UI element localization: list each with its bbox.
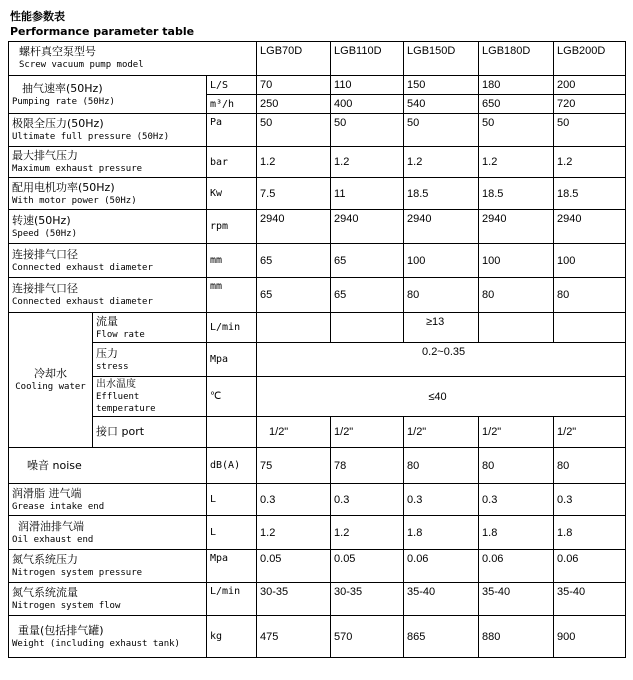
ultimate-label-cell <box>9 114 207 147</box>
noise-label-cell <box>9 448 207 484</box>
temp-cn: 出水温度 <box>96 378 136 390</box>
value-cell: 35-40 <box>404 583 479 616</box>
flow-unit: L/min <box>207 313 257 343</box>
value-cell: 1/2" <box>554 417 626 448</box>
value-cell: 100 <box>554 244 626 278</box>
noise-unit: dB(A) <box>207 448 257 484</box>
value-cell: 65 <box>257 244 331 278</box>
motor-label-cell <box>9 178 207 210</box>
value-cell: 475 <box>257 616 331 658</box>
value-cell: 570 <box>331 616 404 658</box>
grease-unit: L <box>207 484 257 516</box>
table-row <box>9 244 626 278</box>
value-cell: 18.5 <box>554 178 626 210</box>
speed-en: Speed (50Hz) <box>12 228 78 239</box>
ultimate-unit: Pa <box>207 114 257 147</box>
value-cell: 110 <box>331 76 404 95</box>
value-cell: 1/2" <box>404 417 479 448</box>
table-row <box>9 583 626 616</box>
model-header-en: Screw vacuum pump model <box>19 60 144 70</box>
value-cell: 0.05 <box>331 550 404 583</box>
value-cell: 1/2" <box>257 417 331 448</box>
n2-pressure-label-cell <box>9 550 207 583</box>
speed-unit: rpm <box>207 210 257 244</box>
value-cell: 75 <box>257 448 331 484</box>
value-cell: 400 <box>331 95 404 114</box>
value-cell: 78 <box>331 448 404 484</box>
table-row <box>9 417 626 448</box>
stress-label-cell <box>93 343 207 377</box>
exhaust-dia-unit: mm <box>207 244 257 278</box>
value-cell: 7.5 <box>257 178 331 210</box>
oil-en: Oil exhaust end <box>12 534 94 545</box>
model-header-cn: 螺杆真空泵型号 <box>19 45 96 58</box>
value-cell: 200 <box>554 76 626 95</box>
pumping-unit-1: L/S <box>207 76 257 95</box>
value-cell: 80 <box>554 278 626 313</box>
noise-label: 噪音 noise <box>27 458 82 472</box>
table-row <box>9 448 626 484</box>
exhaust-dia-unit: mm <box>207 278 257 313</box>
empty-cell <box>257 313 331 343</box>
value-cell: 80 <box>404 448 479 484</box>
value-cell: 0.06 <box>554 550 626 583</box>
value-cell: 50 <box>257 114 331 147</box>
value-cell: 11 <box>331 178 404 210</box>
model-name: LGB200D <box>554 42 626 76</box>
cooling-en: Cooling water <box>15 382 86 392</box>
flow-cn: 流量 <box>96 314 118 328</box>
model-name: LGB180D <box>479 42 554 76</box>
value-cell: 1.2 <box>331 147 404 178</box>
exhaust-dia-label-cell <box>9 244 207 278</box>
performance-table <box>8 41 626 658</box>
grease-cn: 润滑脂 进气端 <box>12 486 82 500</box>
max-exhaust-cn: 最大排气压力 <box>12 149 78 162</box>
max-exhaust-en: Maximum exhaust pressure <box>12 164 143 174</box>
oil-unit: L <box>207 516 257 550</box>
pumping-en: Pumping rate (50Hz) <box>12 96 115 107</box>
value-cell: 0.3 <box>554 484 626 516</box>
value-cell: 1.2 <box>257 516 331 550</box>
value-cell: 50 <box>404 114 479 147</box>
cooling-label-cell <box>9 313 93 448</box>
ultimate-cn: 极限全压力(50Hz) <box>12 117 104 130</box>
n2-flow-cn: 氮气系统流量 <box>12 586 78 599</box>
value-cell: 1.2 <box>554 147 626 178</box>
motor-cn: 配用电机功率(50Hz) <box>12 180 115 194</box>
value-cell: 0.3 <box>479 484 554 516</box>
temp-value: ≤40 <box>257 377 626 417</box>
value-cell: 1.8 <box>404 516 479 550</box>
table-row <box>9 377 626 417</box>
value-cell: 2940 <box>404 210 479 244</box>
table-row <box>9 210 626 244</box>
value-cell: 50 <box>479 114 554 147</box>
value-cell: 1.2 <box>331 516 404 550</box>
weight-cn: 重量(包括排气罐) <box>18 623 104 637</box>
table-row <box>9 616 626 658</box>
flow-value: ≥13 <box>404 313 479 343</box>
value-cell: 80 <box>404 278 479 313</box>
value-cell: 35-40 <box>554 583 626 616</box>
table-row <box>9 550 626 583</box>
value-cell: 1/2" <box>331 417 404 448</box>
value-cell: 540 <box>404 95 479 114</box>
weight-label-cell <box>9 616 207 658</box>
value-cell: 2940 <box>331 210 404 244</box>
value-cell: 65 <box>331 244 404 278</box>
value-cell: 180 <box>479 76 554 95</box>
value-cell: 0.3 <box>257 484 331 516</box>
flow-label-cell <box>93 313 207 343</box>
value-cell: 650 <box>479 95 554 114</box>
grease-en: Grease intake end <box>12 501 105 512</box>
max-exhaust-label-cell <box>9 147 207 178</box>
value-cell: 30-35 <box>331 583 404 616</box>
empty-cell <box>331 313 404 343</box>
value-cell: 18.5 <box>479 178 554 210</box>
value-cell: 1.2 <box>404 147 479 178</box>
value-cell: 0.3 <box>404 484 479 516</box>
weight-unit: kg <box>207 616 257 658</box>
motor-unit: Kw <box>207 178 257 210</box>
table-row <box>9 76 626 95</box>
n2-flow-en: Nitrogen system flow <box>12 601 121 611</box>
n2-pressure-unit: Mpa <box>207 550 257 583</box>
value-cell: 65 <box>331 278 404 313</box>
value-cell: 65 <box>257 278 331 313</box>
stress-cn: 压力 <box>96 346 118 360</box>
pumping-cn: 抽气速率(50Hz) <box>22 81 103 95</box>
ultimate-en: Ultimate full pressure (50Hz) <box>12 132 170 142</box>
table-row <box>9 278 626 313</box>
flow-en: Flow rate <box>96 329 145 340</box>
value-cell: 70 <box>257 76 331 95</box>
value-cell: 18.5 <box>404 178 479 210</box>
empty-cell <box>207 417 257 448</box>
value-cell: 900 <box>554 616 626 658</box>
grease-label-cell <box>9 484 207 516</box>
value-cell: 80 <box>479 448 554 484</box>
temp-label-cell <box>93 377 207 417</box>
value-cell: 2940 <box>479 210 554 244</box>
value-cell: 0.06 <box>479 550 554 583</box>
value-cell: 100 <box>404 244 479 278</box>
n2-pressure-cn: 氮气系统压力 <box>12 553 78 566</box>
value-cell: 50 <box>331 114 404 147</box>
value-cell: 80 <box>554 448 626 484</box>
oil-cn: 润滑油排气端 <box>18 519 84 533</box>
title-cn: 性能参数表 <box>10 10 65 23</box>
value-cell: 50 <box>554 114 626 147</box>
value-cell: 1/2" <box>479 417 554 448</box>
table-row <box>9 516 626 550</box>
value-cell: 150 <box>404 76 479 95</box>
max-exhaust-unit: bar <box>207 147 257 178</box>
table-row <box>9 313 626 343</box>
empty-cell <box>479 313 554 343</box>
table-row <box>9 114 626 147</box>
value-cell: 250 <box>257 95 331 114</box>
value-cell: 1.2 <box>257 147 331 178</box>
value-cell: 2940 <box>257 210 331 244</box>
model-header-cell <box>9 42 257 76</box>
stress-en: stress <box>96 361 129 372</box>
model-name: LGB110D <box>331 42 404 76</box>
value-cell: 0.06 <box>404 550 479 583</box>
value-cell: 2940 <box>554 210 626 244</box>
stress-unit: Mpa <box>207 343 257 377</box>
value-cell: 30-35 <box>257 583 331 616</box>
n2-flow-unit: L/min <box>207 583 257 616</box>
value-cell: 1.2 <box>479 147 554 178</box>
value-cell: 35-40 <box>479 583 554 616</box>
speed-label-cell <box>9 210 207 244</box>
exhaust-dia-en: Connected exhaust diameter <box>12 297 153 307</box>
n2-flow-label-cell <box>9 583 207 616</box>
value-cell: 80 <box>479 278 554 313</box>
model-name: LGB70D <box>257 42 331 76</box>
table-row <box>9 484 626 516</box>
value-cell: 880 <box>479 616 554 658</box>
exhaust-dia-en: Connected exhaust diameter <box>12 262 153 273</box>
port-label: 接口 port <box>96 425 145 438</box>
value-cell: 100 <box>479 244 554 278</box>
motor-en: With motor power (50Hz) <box>12 195 137 206</box>
model-name: LGB150D <box>404 42 479 76</box>
title-en: Performance parameter table <box>10 25 195 38</box>
temp-en-1: Effluent <box>96 391 140 402</box>
n2-pressure-en: Nitrogen system pressure <box>12 568 143 578</box>
exhaust-dia-cn: 连接排气口径 <box>12 282 78 295</box>
table-heading <box>10 9 194 39</box>
port-label-cell <box>93 417 207 448</box>
temp-unit: ℃ <box>207 377 257 417</box>
empty-cell <box>554 313 626 343</box>
speed-cn: 转速(50Hz) <box>12 213 71 227</box>
value-cell: 0.05 <box>257 550 331 583</box>
table-row <box>9 178 626 210</box>
value-cell: 1.8 <box>479 516 554 550</box>
value-cell: 865 <box>404 616 479 658</box>
stress-value: 0.2~0.35 <box>257 343 626 377</box>
value-cell: 0.3 <box>331 484 404 516</box>
table-row <box>9 42 626 76</box>
value-cell: 720 <box>554 95 626 114</box>
oil-label-cell <box>9 516 207 550</box>
value-cell: 1.8 <box>554 516 626 550</box>
weight-en: Weight (including exhaust tank) <box>12 638 180 649</box>
exhaust-dia-cn: 连接排气口径 <box>12 247 78 261</box>
pumping-label-cell <box>9 76 207 114</box>
exhaust-dia-label-cell <box>9 278 207 313</box>
pumping-unit-2: m³/h <box>207 95 257 114</box>
table-row <box>9 343 626 377</box>
table-row <box>9 147 626 178</box>
temp-en-2: temperature <box>96 403 156 414</box>
cooling-cn: 冷却水 <box>34 367 67 380</box>
